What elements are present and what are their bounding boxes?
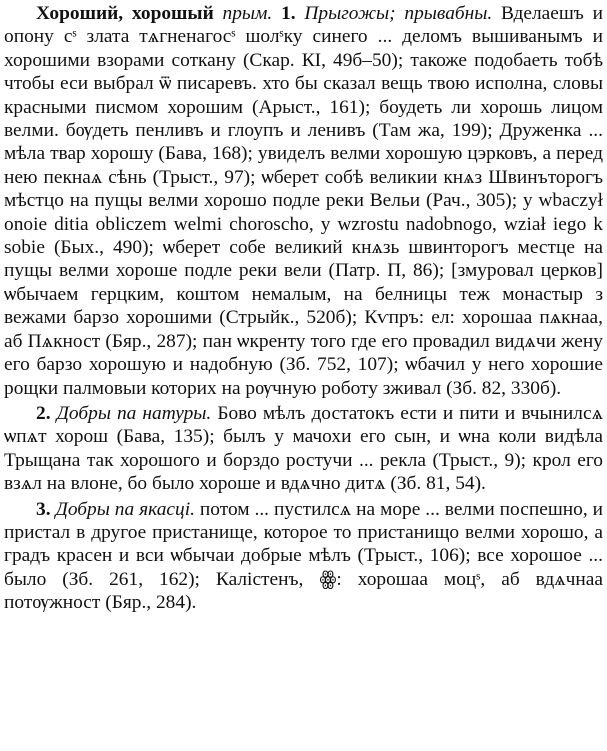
part-of-speech: прым. [222,3,273,24]
sense-1-paragraph [4,2,603,400]
sense-2-number: 2. [36,402,51,424]
headword: Хороший, хорошый [36,3,214,24]
sense-3-number: 3. [36,498,51,520]
sense-2-paragraph [4,402,603,496]
sense-3-citations: потом ... пустилсѧ на море ... велми поспешно, и пристал в другое пристанище, которое то пристанищо велми хорошо, а градъ красен и вси ѡбычаи добрые мѣлъ (Трыст., 106); все хорошое ... было (Зб. 261, 162); Калістенъ, ꙮ: хорошаа моцˢ, аб вдѧчнаа потѹжност (Бяр., 284). [4,498,603,614]
sense-2-gloss: Добры па натуры. [56,402,212,424]
sense-1-citations: Вделаешъ и опону сˢ злата тѧгненагосˢ шолˢку синего ... деломъ вышиванымъ и хорошими взорами соткану (Скар. КІ, 49б–50); такоже подобаеть тобѣ чтобы еси выбрал ѿ писаревъ. хто бы сказал вещь твою исполна, словы красными писмом хорошим (Арыст., 161); боудеть ли хорошь лицом велми. бѹдеть пенливъ и глоупъ и ленивъ (Там жа, 199); Друженка ... мѣла твар хорошу (Бава, 168); увиделъ велми хорошую цэрковъ, а перед нею пекнаѧ сѣнь (Трыст., 97); ѡберет собѣ великии кнѧз Швинъторогъ мѣстцо на пущы велми хорошо подле реки Вельи (Рач., 305); у wbaczył onoie ditia obliczem welmi choroscho, y wzrostu nadobnogo, wział iego k sobie (Бых., 490); ѡберет собе великий кнѧзь швинторогъ местце на пущы велми хороше подле реки вели (Патр. П, 86); [змуровал церков] ѡбычаем герцким, коштом немалым, на белницы теж монастыр з вежами барзо хорошими (Стрыйк., 520б); Кѵпръ: ел: хорошаа пѧкнаа, аб Пѧкност (Бяр., 287); пан ѡкренту того где его провадил видѧчи жену его барзо хорошую и надобную (Зб. 752, 107); ѡбачил у него хорошие рощки палмовыи которих на рѹчную роботу зживал (Зб. 82, 330б). [4,3,603,399]
sense-1-gloss: Прыгожы; прывабны. [304,3,493,24]
sense-3-gloss: Добры па якасці. [55,498,195,520]
sense-1-number: 1. [281,3,296,24]
sense-2-citations: Бово мѣлъ достатокъ ести и пити и вчынилсѧ ѡпѧт хорош (Бава, 135); былъ у мачохи его сын, и ѡна коли видѣла Трыщана так хорошого и борздо ростучи ... рекла (Трыст., 9); крол его взѧл на влоне, бо было хороше и вдѧчно дитѧ (Зб. 81, 54). [4,402,604,495]
sense-3-paragraph [4,498,603,615]
